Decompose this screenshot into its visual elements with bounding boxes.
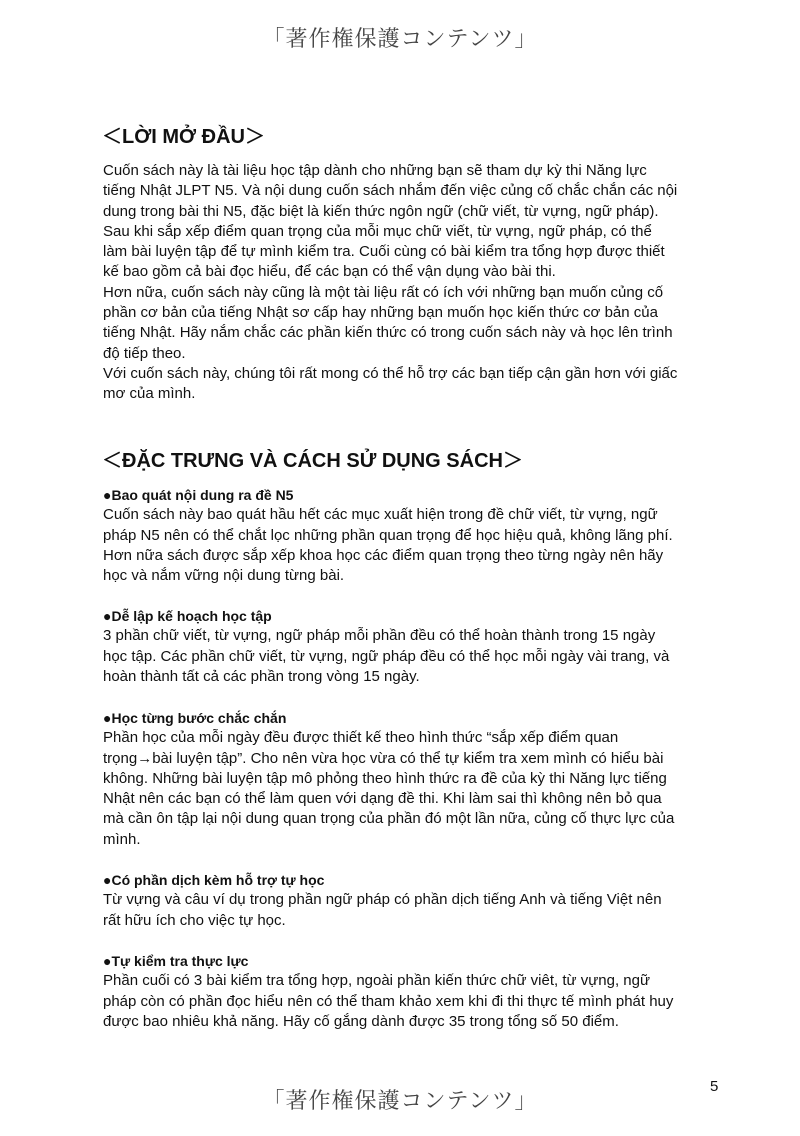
text-line: trọng→bài luyện tập”. Cho nên vừa học vừa có thể tự kiểm tra xem mình có hiểu bài	[103, 749, 664, 767]
text-line: phần cơ bản của tiếng Nhật sơ cấp hay những bạn muốn học kiến thức cơ bản của	[103, 304, 658, 322]
features-heading: ＜ĐẶC TRƯNG VÀ CÁCH SỬ DỤNG SÁCH＞	[102, 450, 523, 472]
text-line: làm bài luyện tập để tự mình kiểm tra. Cuối cùng có bài kiểm tra tổng hợp được thiết	[103, 243, 665, 261]
feature-section-planning	[103, 606, 703, 687]
page-number: 5	[710, 1078, 719, 1095]
feature-section-step-by-step	[103, 708, 703, 850]
text-line: Nhật nên các bạn có thể làm quen với dạng đề thi. Khi làm sai thì không nên bỏ qua	[103, 790, 662, 808]
copyright-watermark-bottom: 「著作権保護コンテンツ」	[262, 1089, 538, 1114]
text-line: Từ vựng và câu ví dụ trong phần ngữ pháp có phần dịch tiếng Anh và tiếng Việt nên	[103, 891, 662, 909]
feature-section-translation	[103, 870, 703, 931]
copyright-watermark-top: 「著作権保護コンテンツ」	[262, 27, 538, 52]
text-line: Với cuốn sách này, chúng tôi rất mong có thể hỗ trợ các bạn tiếp cận gần hơn với giấc	[103, 364, 678, 382]
text-line: Cuốn sách này là tài liệu học tập dành cho những bạn sẽ tham dự kỳ thi Năng lực	[103, 162, 647, 179]
text-line: Phần học của mỗi ngày đều được thiết kế theo hình thức “sắp xếp điểm quan	[103, 729, 619, 747]
text-line: hoàn thành tất cả các phần trong vòng 15 ngày.	[103, 667, 420, 685]
feature-section-self-test	[103, 951, 703, 1032]
text-line: mà cần ôn tập lại nội dung quan trọng của phần đó một lần nữa, củng cố thực lực của	[103, 810, 675, 828]
text-line: 3 phần chữ viết, từ vựng, ngữ pháp mỗi phần đều có thể hoàn thành trong 15 ngày	[103, 627, 656, 645]
feature-title: ●Tự kiểm tra thực lực	[103, 953, 249, 969]
text-line: Cuốn sách này bao quát hầu hết các mục xuất hiện trong đề chữ viết, từ vựng, ngữ	[103, 506, 658, 524]
text-line: học tập. Các phần chữ viết, từ vựng, ngữ pháp đều có thể học mỗi ngày vài trang, và	[103, 647, 670, 665]
text-line: dung trong bài thi N5, đặc biệt là kiến thức ngôn ngữ (chữ viết, từ vựng, ngữ pháp).	[103, 202, 659, 220]
text-line: pháp còn có phần đọc hiểu nên có thể tham khảo xem khi đi thi thực tế mình phát huy	[103, 992, 674, 1010]
feature-title: ●Có phần dịch kèm hỗ trợ tự học	[103, 872, 325, 888]
feature-section-coverage	[103, 485, 703, 586]
text-line: Sau khi sắp xếp điểm quan trọng của mỗi mục chữ viết, từ vựng, ngữ pháp, có thể	[103, 222, 652, 240]
feature-title: ●Học từng bước chắc chắn	[103, 710, 287, 726]
text-line: kế bao gồm cả bài đọc hiểu, để các bạn có thể vận dụng vào bài thi.	[103, 263, 556, 281]
text-line: Phần cuối có 3 bài kiểm tra tổng hợp, ngoài phần kiến thức chữ viêt, từ vựng, ngữ	[103, 972, 651, 990]
text-line: mơ của mình.	[103, 385, 196, 403]
intro-heading: ＜LỜI MỞ ĐẦU＞	[102, 126, 265, 148]
text-line: mình.	[103, 830, 141, 848]
text-line: Hơn nữa, cuốn sách này cũng là một tài liệu rất có ích với những bạn muốn củng cố	[103, 283, 664, 301]
feature-title: ●Dễ lập kế hoạch học tập	[103, 608, 272, 624]
text-line: tiếng Nhật JLPT N5. Và nội dung cuốn sách nhắm đến việc củng cố chắc chắn các nội	[103, 182, 678, 200]
feature-title: ●Bao quát nội dung ra đề N5	[103, 487, 294, 503]
text-line: tiếng Nhật. Hãy nắm chắc các phần kiến thức có trong cuốn sách này và học lên trình	[103, 324, 673, 342]
text-line: được bao nhiêu khả năng. Hãy cố gắng dành được 35 trong tổng số 50 điểm.	[103, 1012, 619, 1030]
text-line: không. Những bài luyện tập mô phỏng theo hình thức ra đề của kỳ thi Năng lực tiếng	[103, 769, 667, 787]
text-line: độ tiếp theo.	[103, 344, 186, 362]
text-line: pháp N5 nên có thể chắt lọc những phần quan trọng để học hiệu quả, không lãng phí.	[103, 526, 673, 544]
text-line: Hơn nữa sách được sắp xếp khoa học các điểm quan trọng theo từng ngày nên hãy	[103, 546, 664, 564]
text-line: học và nắm vững nội dung từng bài.	[103, 567, 345, 585]
intro-paragraph	[103, 161, 703, 405]
text-line: rất hữu ích cho việc tự học.	[103, 911, 286, 929]
